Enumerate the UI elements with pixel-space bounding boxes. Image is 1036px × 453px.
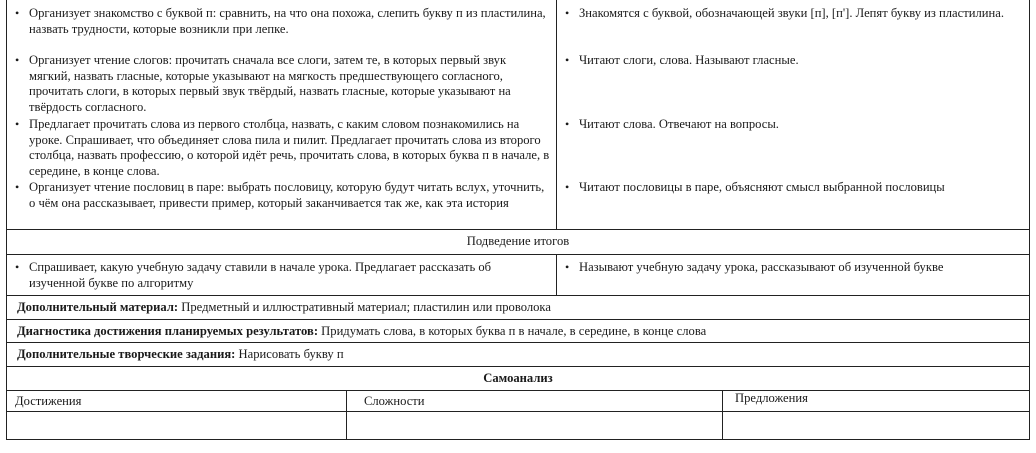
- creative-text: Нарисовать букву п: [238, 347, 344, 361]
- summary-row: [7, 254, 1029, 295]
- summary-student-cell: [557, 255, 1029, 295]
- summary-student: • Называют учебную задачу урока, рассказывают об изученной букве: [565, 260, 1023, 276]
- student-activity-3: • Читают слова. Отвечают на вопросы.: [565, 117, 1023, 133]
- student-activity-1: • Знакомятся с буквой, обозначающей звуки [п], [п']. Лепят букву из пластилина.: [565, 6, 1023, 22]
- student-activity-4: • Читают пословицы в паре, объясняют смысл выбранной пословицы: [565, 180, 1023, 196]
- self-analysis-col-difficulties: [347, 391, 723, 411]
- self-analysis-heading-row: [7, 366, 1029, 390]
- additional-material-text: Предметный и иллюстративный материал; пластилин или проволока: [181, 300, 551, 314]
- diagnostics: [17, 324, 706, 340]
- teacher-activity-3: • Предлагает прочитать слова из первого столбца, назвать, с каким словом познакомились на уроке. Спрашивает, что объединяет слова пила и пилит. Предлагает прочитать слова из второго столбца, назвать профессию, о которой идёт речь, прочитать слова, в которых буква п в начале, в середине, в конце слова.: [15, 117, 550, 179]
- additional-material: [17, 300, 551, 316]
- achievements-label: Достижения: [15, 394, 82, 408]
- student-activity-2: • Читают слоги, слова. Называют гласные.: [565, 53, 1023, 69]
- creative-tasks: [17, 347, 344, 363]
- self-analysis-heading: Самоанализ: [483, 371, 553, 385]
- teacher-activity-2: • Организует чтение слогов: прочитать сначала все слоги, затем те, в которых первый звук мягкий, назвать гласные, которые указывают на мягкость предшествующего согласного, прочитать слоги, в которых первый звук твёрдый, назвать гласные, которые указывают на твёрдость согласного.: [15, 53, 550, 115]
- summary-heading: Подведение итогов: [466, 234, 570, 248]
- summary-teacher: • Спрашивает, какую учебную задачу ставили в начале урока. Предлагает рассказать об изученной букве по алгоритму: [15, 260, 550, 291]
- additional-material-row: [7, 295, 1029, 319]
- self-analysis-answers-row: [7, 411, 1029, 440]
- lesson-plan-table: [6, 0, 1030, 440]
- teacher-activity-4: • Организует чтение пословиц в паре: выбрать пословицу, которую будут читать вслух, уточнить, о чём она рассказывает, привести пример, который заканчивается так же, как эта история: [15, 180, 550, 211]
- summary-teacher-cell: [7, 255, 557, 295]
- suggestions-answer-cell: [723, 412, 1029, 440]
- creative-row: [7, 342, 1029, 366]
- creative-label: Дополнительные творческие задания:: [17, 347, 236, 361]
- teacher-activity-1: • Организует знакомство с буквой п: сравнить, на что она похожа, слепить букву п из пластилина, назвать трудности, которые возникли при лепке.: [15, 6, 550, 37]
- diagnostics-label: Диагностика достижения планируемых результатов:: [17, 324, 319, 338]
- diagnostics-row: [7, 319, 1029, 342]
- self-analysis-col-achievements: [7, 391, 347, 411]
- self-analysis-col-suggestions: [723, 391, 1029, 411]
- achievements-answer-cell: [7, 412, 347, 440]
- student-activity-cell: [557, 0, 1029, 229]
- activities-row: [7, 0, 1029, 229]
- teacher-activity-cell: [7, 0, 557, 229]
- difficulties-label: Сложности: [364, 394, 425, 408]
- self-analysis-columns-row: [7, 390, 1029, 411]
- summary-heading-row: [7, 229, 1029, 254]
- suggestions-label: Предложения: [735, 391, 808, 405]
- difficulties-answer-cell: [347, 412, 723, 440]
- diagnostics-text: Придумать слова, в которых буква п в начале, в середине, в конце слова: [321, 324, 707, 338]
- additional-material-label: Дополнительный материал:: [17, 300, 179, 314]
